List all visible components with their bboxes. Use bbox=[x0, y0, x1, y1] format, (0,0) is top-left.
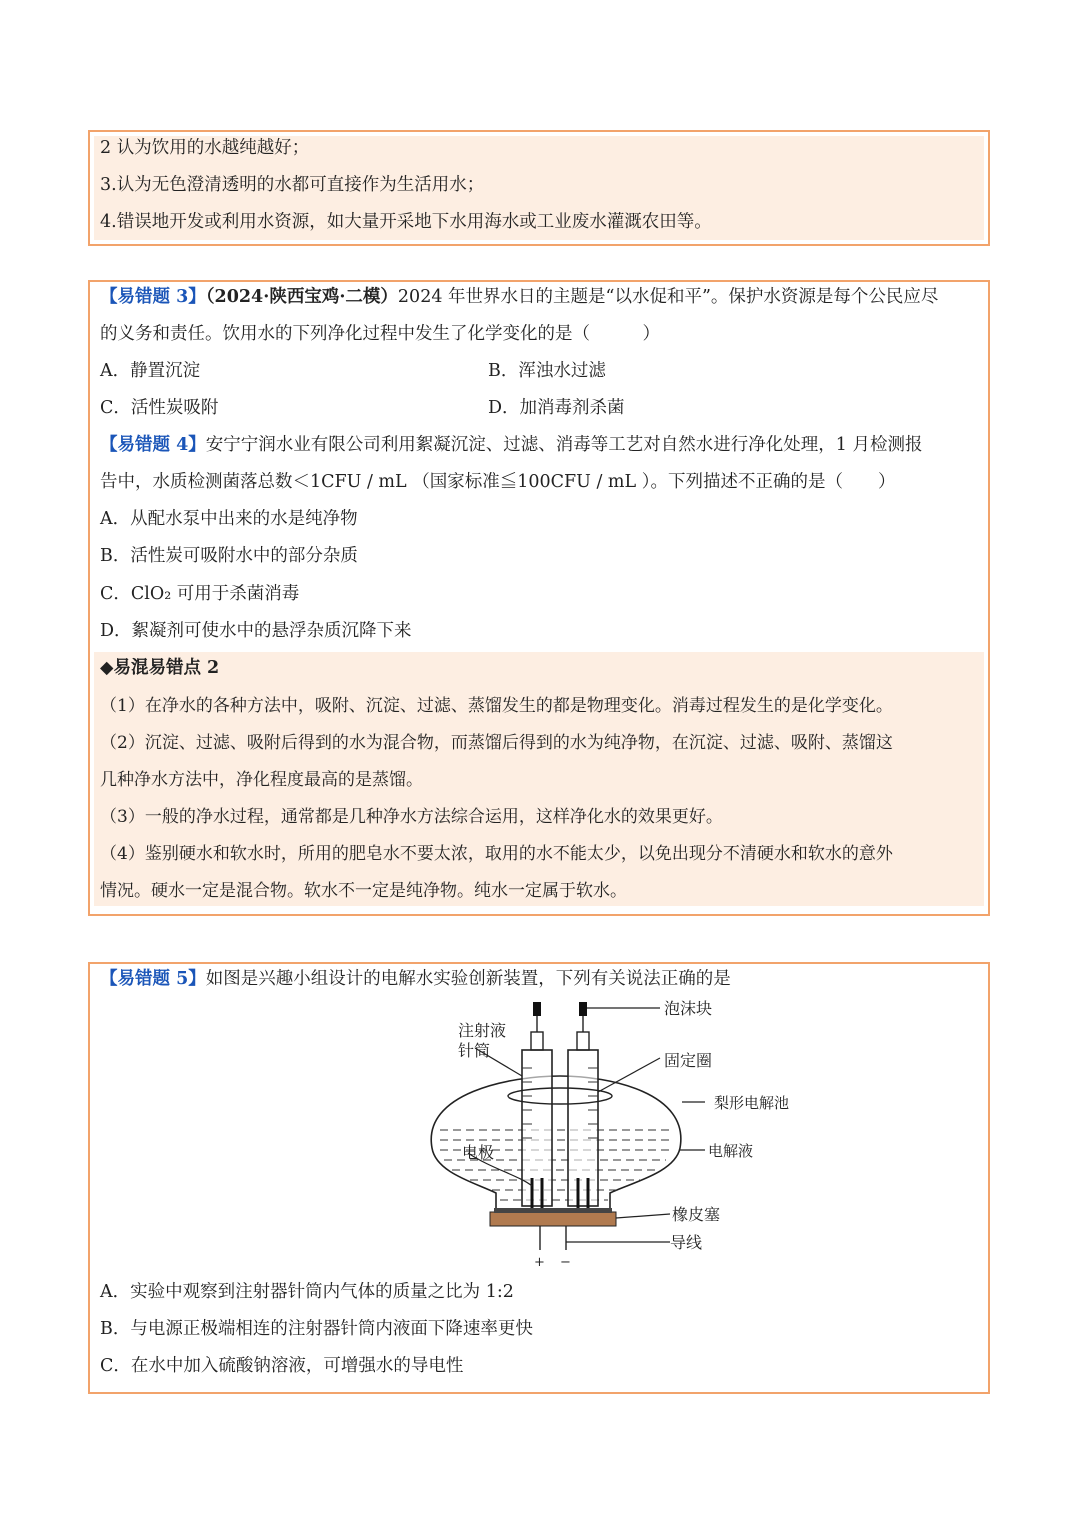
point2-line-4: （3）一般的净水过程，通常都是几种净水方法综合运用，这样净化水的效果更好。 bbox=[100, 807, 723, 827]
tip-line-3: 3.认为无色澄清透明的水都可直接作为生活用水； bbox=[100, 175, 485, 195]
q4-option-b[interactable]: B．活性炭可吸附水中的部分杂质 bbox=[100, 546, 358, 566]
label-syringe-1: 注射液 bbox=[458, 1021, 507, 1040]
q5-stem: 如图是兴趣小组设计的电解水实验创新装置，下列有关说法正确的是 bbox=[205, 969, 731, 989]
rubber-stopper-icon bbox=[490, 1212, 616, 1226]
q5-option-c[interactable]: C．在水中加入硫酸钠溶液，可增强水的导电性 bbox=[100, 1356, 464, 1376]
q4-option-d[interactable]: D．絮凝剂可使水中的悬浮杂质沉降下来 bbox=[100, 621, 412, 641]
point2-line-5: （4）鉴别硬水和软水时，所用的肥皂水不要太浓，取用的水不能太少，以免出现分不清硬水和软水的意外 bbox=[100, 844, 893, 864]
label-pear: 梨形电解池 bbox=[714, 1094, 790, 1112]
q3-options-row-2 bbox=[100, 396, 978, 420]
label-stopper: 橡皮塞 bbox=[672, 1205, 721, 1224]
electrolysis-diagram bbox=[360, 998, 790, 1270]
q3-stem-line-2: 的义务和责任。饮用水的下列净化过程中发生了化学变化的是（ ） bbox=[100, 324, 660, 344]
point2-line-2: （2）沉淀、过滤、吸附后得到的水为混合物，而蒸馏后得到的水为纯净物，在沉淀、过滤、吸附、蒸馏这 bbox=[100, 733, 893, 753]
q4-option-c[interactable]: C．ClO₂ 可用于杀菌消毒 bbox=[100, 584, 300, 604]
q4-stem-line-1 bbox=[100, 433, 978, 457]
q4-tag: 【易错题 4】 bbox=[100, 435, 206, 455]
syringe-right-icon bbox=[568, 1050, 598, 1206]
q5-option-a[interactable]: A．实验中观察到注射器针筒内气体的质量之比为 1:2 bbox=[100, 1282, 514, 1302]
q3-option-c[interactable]: C．活性炭吸附 bbox=[100, 398, 219, 418]
foam-block-icon bbox=[533, 1002, 541, 1016]
point2-title: ◆易混易错点 2 bbox=[100, 658, 220, 678]
q3-tag: 【易错题 3】 bbox=[100, 287, 206, 307]
label-wire: 导线 bbox=[670, 1233, 703, 1252]
point2-line-3: 几种净水方法中，净化程度最高的是蒸馏。 bbox=[100, 770, 423, 790]
label-syringe-2: 针筒 bbox=[458, 1041, 491, 1060]
q4-stem-1: 安宁宁润水业有限公司利用絮凝沉淀、过滤、消毒等工艺对自然水进行净化处理，1 月检测报 bbox=[205, 435, 923, 455]
q3-options-row-1 bbox=[100, 359, 978, 383]
q4-option-a[interactable]: A．从配水泵中出来的水是纯净物 bbox=[100, 509, 358, 529]
point2-line-1: （1）在净水的各种方法中，吸附、沉淀、过滤、蒸馏发生的都是物理变化。消毒过程发生的是化学变化。 bbox=[100, 696, 893, 716]
q5-option-b[interactable]: B．与电源正极端相连的注射器针筒内液面下降速率更快 bbox=[100, 1319, 533, 1339]
q5-stem-line bbox=[100, 967, 978, 991]
point2-line-6: 情况。硬水一定是混合物。软水不一定是纯净物。纯水一定属于软水。 bbox=[100, 881, 627, 901]
q3-stem-1: 2024 年世界水日的主题是“以水促和平”。保护水资源是每个公民应尽 bbox=[397, 287, 939, 307]
label-electrolyte: 电解液 bbox=[708, 1142, 754, 1160]
tips-box-1 bbox=[88, 130, 990, 246]
q5-tag: 【易错题 5】 bbox=[100, 969, 206, 989]
label-plus: + bbox=[534, 1255, 545, 1270]
q4-stem-line-2: 告中，水质检测菌落总数＜1CFU / mL （国家标准≦100CFU / mL ）。下列描述不正确的是（ ） bbox=[100, 472, 896, 492]
electrolyte-dashes-icon bbox=[440, 1130, 674, 1200]
q3-option-b[interactable]: B．浑浊水过滤 bbox=[488, 361, 606, 381]
q3-option-d[interactable]: D．加消毒剂杀菌 bbox=[488, 398, 625, 418]
label-ring: 固定圈 bbox=[664, 1051, 713, 1070]
q3-option-a[interactable]: A．静置沉淀 bbox=[100, 361, 201, 381]
tip-line-2: 2 认为饮用的水越纯越好； bbox=[100, 138, 310, 158]
question-box-5 bbox=[88, 962, 990, 1394]
label-foam: 泡沫块 bbox=[664, 999, 713, 1018]
question-box-3-4 bbox=[88, 280, 990, 916]
label-electrode: 电极 bbox=[462, 1143, 495, 1162]
q3-stem-line-1 bbox=[100, 285, 978, 309]
q3-source: （2024·陕西宝鸡·二模） bbox=[205, 287, 398, 307]
label-minus: − bbox=[560, 1255, 571, 1270]
tip-line-4: 4.错误地开发或利用水资源，如大量开采地下水用海水或工业废水灌溉农田等。 bbox=[100, 212, 712, 232]
